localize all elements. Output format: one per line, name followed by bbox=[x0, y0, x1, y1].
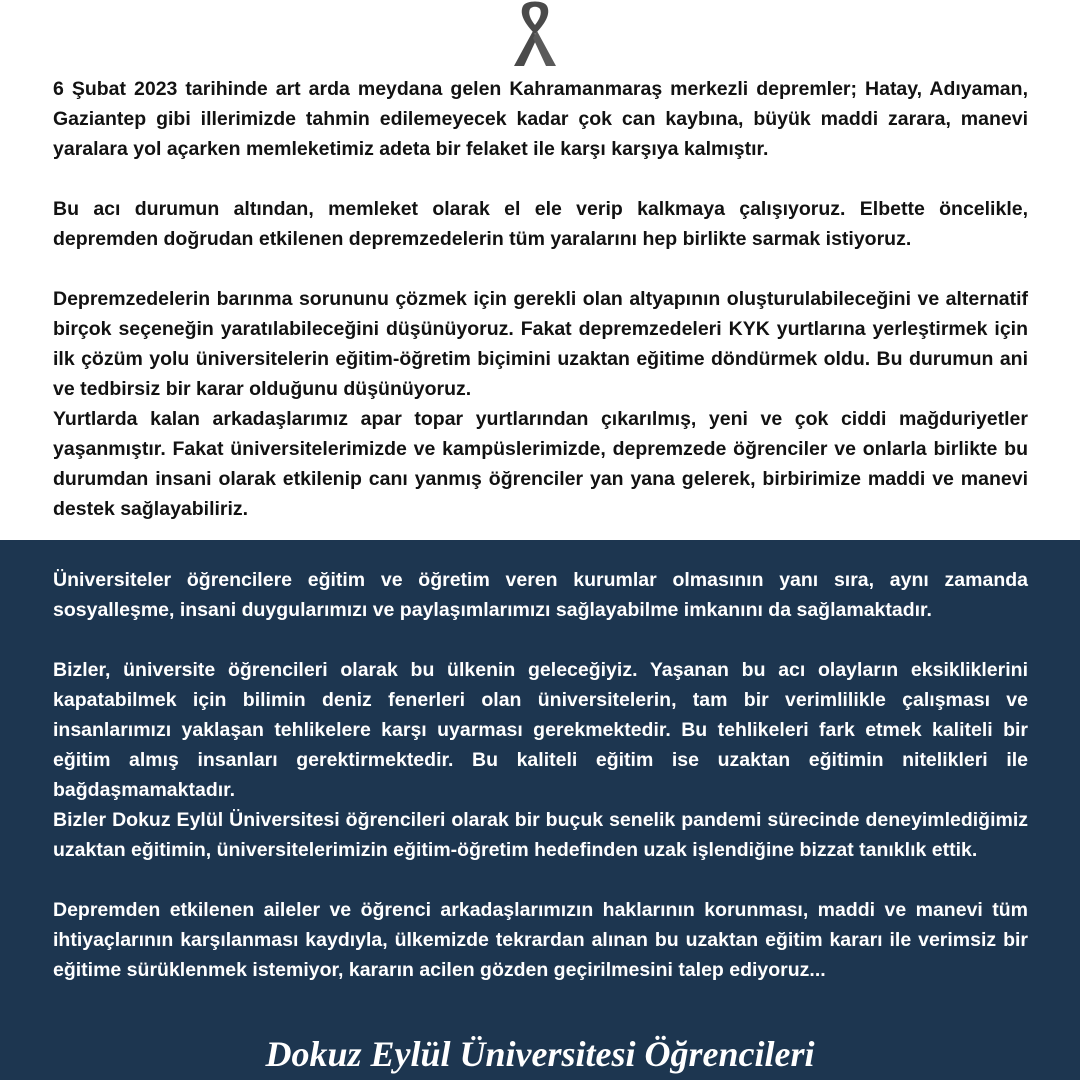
awareness-ribbon-icon bbox=[507, 0, 563, 68]
bottom-paragraph-2: Bizler, üniversite öğrencileri olarak bu ülkenin geleceğiyiz. Yaşanan bu acı olayların eksikliklerini kapatabilmek için bilimin deniz fenerleri olan üniversitelerin, tam bir verimlilikle çalışması ve insanlarımızı yaklaşan tehlikelere karşı uyarması gerekmektedir. Bu tehlikeleri fark etmek kaliteli bir eğitim almış insanları gerektirmektedir. Bu kaliteli eğitim ise uzaktan eğitimin nitelikleri ile bağdaşmamaktadır. bbox=[53, 659, 1028, 801]
bottom-paragraph-1: Üniversiteler öğrencilere eğitim ve öğretim veren kurumlar olmasının yanı sıra, aynı zamanda sosyalleşme, insani duygularımızı ve paylaşımlarımızı sağlayabilme imkanını da sağlamaktadır. bbox=[53, 569, 1028, 621]
top-statement-section bbox=[0, 74, 1080, 540]
top-paragraph-1: 6 Şubat 2023 tarihinde art arda meydana gelen Kahramanmaraş merkezli depremler; Hatay, Adıyaman, Gaziantep gibi illerimizde tahmin edilemeyecek kadar çok can kaybına, büyük maddi zarara, manevi yaralara yol açarken memleketimiz adeta bir felaket ile karşı karşıya kalmıştır. bbox=[53, 78, 1028, 160]
top-paragraph-4: Yurtlarda kalan arkadaşlarımız apar topar yurtlarından çıkarılmış, yeni ve çok ciddi mağduriyetler yaşanmıştır. Fakat üniversitelerimizde ve kampüslerimizde, depremzede öğrenciler ve onlarla birlikte bu durumdan insani olarak etkilenip canı yanmış öğrenciler yan yana gelerek, birbirimize maddi ve manevi destek sağlayabiliriz. bbox=[53, 408, 1028, 520]
top-paragraph-2: Bu acı durumun altından, memleket olarak el ele verip kalkmaya çalışıyoruz. Elbette öncelikle, depremden doğrudan etkilenen depremzedelerin tüm yaralarını hep birlikte sarmak istiyoruz. bbox=[53, 198, 1028, 250]
bottom-statement-section bbox=[0, 540, 1080, 1080]
top-paragraph-3: Depremzedelerin barınma sorununu çözmek için gerekli olan altyapının oluşturulabileceğini ve alternatif birçok seçeneğin yaratılabileceğini düşünüyoruz. Fakat depremzedeleri KYK yurtlarına yerleştirmek için ilk çözüm yolu üniversitelerin eğitim-öğretim biçimini uzaktan eğitime döndürmek oldu. Bu durumun ani ve tedbirsiz bir karar olduğunu düşünüyoruz. bbox=[53, 288, 1028, 400]
bottom-paragraph-4: Depremden etkilenen aileler ve öğrenci arkadaşlarımızın haklarının korunması, maddi ve manevi tüm ihtiyaçlarının karşılanması kaydıyla, ülkemizde tekrardan alınan bu uzaktan eğitim kararı ile verimsiz bir eğitime sürüklenmek istemiyor, kararın acilen gözden geçirilmesini talep ediyoruz... bbox=[53, 899, 1028, 981]
bottom-paragraph-3: Bizler Dokuz Eylül Üniversitesi öğrencileri olarak bir buçuk senelik pandemi sürecinde deneyimlediğimiz uzaktan eğitimin, üniversitelerimizin eğitim-öğretim hedefinden uzak işlendiğine bizzat tanıklık ettik. bbox=[53, 809, 1028, 861]
signature: Dokuz Eylül Üniversitesi Öğrencileri bbox=[265, 1034, 815, 1074]
